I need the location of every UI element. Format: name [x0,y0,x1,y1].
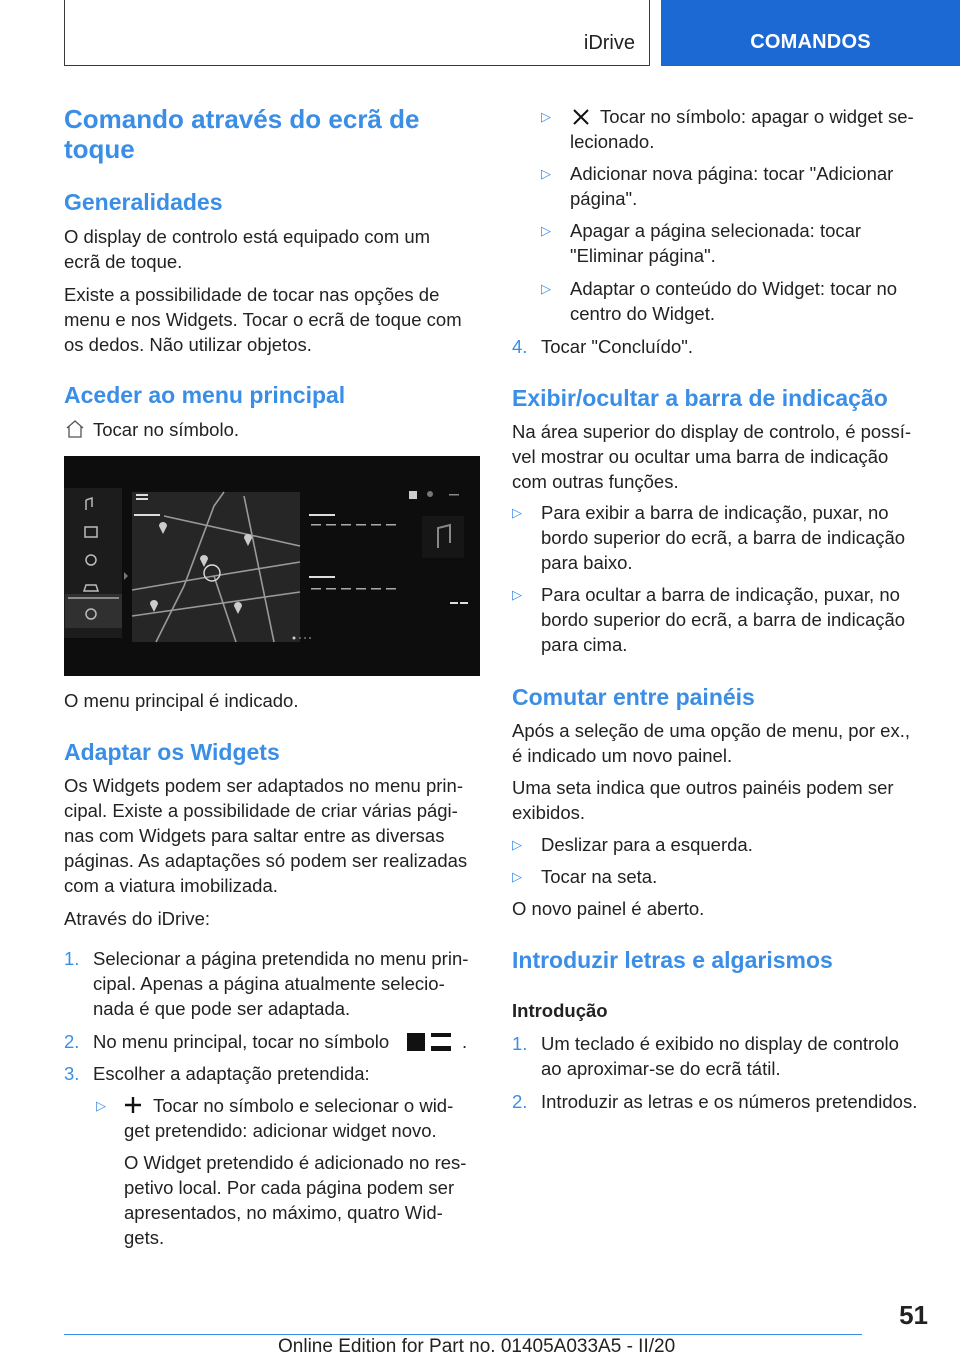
new-panel-result: O novo painel é aberto. [512,898,705,919]
main-menu-result: O menu principal é indicado. [64,690,299,711]
page-number: 51 [899,1300,928,1330]
idrive-screen-drawing [64,456,480,676]
step-text: Tocar "Concluído". [541,336,693,357]
text-line: exibidos. [512,802,586,823]
substep-add-page [512,161,932,217]
substep-text [570,276,932,326]
substep-text [570,218,932,268]
step-number: 2. [512,1091,528,1112]
bullet-hide-bar [512,582,932,662]
text-line: Na área superior do display de controlo, é possí- [512,421,911,442]
heading-generalidades: Generalidades [64,189,223,215]
header-chapter-label: COMANDOS [750,31,871,53]
text-line: para baixo. [541,552,633,573]
bullet-tap-arrow [512,864,932,892]
text-line: Uma seta indica que outros painéis podem ser [512,777,894,798]
idrive-screen-image [64,456,480,676]
text-line: vel mostrar ou ocultar uma barra de indicação [512,446,889,467]
bullet-triangle-icon: ▷ [512,837,522,852]
bullet-triangle-icon: ▷ [512,505,522,520]
step-text [93,1029,389,1054]
text-line: Para ocultar a barra de indicação, puxar, no [541,584,900,605]
text-line: Os Widgets podem ser adaptados no menu prin- [64,775,463,796]
text-line: O Widget pretendido é adicionado no res- [124,1152,467,1173]
bullet-triangle-icon: ▷ [512,869,522,884]
text-line: os dedos. Não utilizar objetos. [64,334,312,355]
step-1 [64,946,484,1026]
footer-edition: Online Edition for Part no. 01405A033A5 - II/20 [278,1336,676,1357]
bullet-swipe-left [512,832,932,860]
intro-step-1 [512,1031,932,1087]
via-idrive-text: Através do iDrive: [64,908,210,929]
text-line: petivo local. Por cada página podem ser [124,1177,455,1198]
header-section-tab [64,0,650,66]
tap-symbol-text: Tocar no símbolo. [93,419,240,440]
text-line: get pretendido: adicionar widget novo. [124,1120,437,1141]
bullet-triangle-icon: ▷ [541,223,551,238]
page-title-line-1: Comando através do ecrã de [64,104,420,134]
text-line: Selecionar a página pretendida no menu prin- [93,948,469,969]
bullet-triangle-icon: ▷ [512,587,522,602]
text-line: com a viatura imobilizada. [64,875,278,896]
bullet-show-bar [512,500,932,580]
text-line: "Eliminar página". [570,245,716,266]
substep-text [570,104,932,154]
home-icon [64,418,86,440]
text-line: menu e nos Widgets. Tocar o ecrã de toque com [64,309,462,330]
header-section-label: iDrive [583,32,635,54]
page-title [64,104,419,164]
substep-add-widget [64,1093,484,1253]
heading-adaptar-widgets: Adaptar os Widgets [64,739,280,765]
step-3 [64,1061,484,1089]
bullet-text: Deslizar para a esquerda. [541,834,753,855]
widgets-menu-icon [407,1033,451,1051]
text-line: O display de controlo está equipado com um [64,226,431,247]
text-line: com outras funções. [512,471,679,492]
paragraph-widgets [64,773,484,898]
step-2 [64,1029,484,1057]
text-line: Para exibir a barra de indicação, puxar, no [541,502,889,523]
text-line: Apagar a página selecionada: tocar [570,220,862,241]
text-line: páginas. As adaptações só podem ser realizadas [64,850,468,871]
bullet-text [541,582,936,657]
step-text: Escolher a adaptação pretendida: [93,1063,370,1084]
text-line: Tocar no símbolo e selecionar o wid- [153,1095,454,1116]
text-line: nada é que pode ser adaptada. [93,998,351,1019]
bullet-triangle-icon: ▷ [541,109,551,124]
step-number: 2. [64,1031,80,1052]
text-line: ecrã de toque. [64,251,183,272]
step-text [93,946,493,1021]
text-line: Existe a possibilidade de tocar nas opções de [64,284,440,305]
text-line: centro do Widget. [570,303,715,324]
substep-delete-page [512,218,932,274]
text-line: nas com Widgets para saltar entre as diversas [64,825,445,846]
text-line: Um teclado é exibido no display de controlo [541,1033,899,1054]
text-line: para cima. [541,634,628,655]
paragraph-display [64,224,484,274]
footer-divider [64,1334,862,1335]
bullet-text [541,500,936,575]
substep-delete-widget [512,104,932,160]
step-text: Introduzir as letras e os números pretendidos. [541,1091,918,1112]
text-line: é indicado um novo painel. [512,745,733,766]
paragraph-touch [64,282,484,357]
text-line: Adicionar nova página: tocar "Adicionar [570,163,894,184]
step-number: 1. [64,948,80,969]
paragraph-new-panel [512,718,932,768]
text-line: gets. [124,1227,165,1248]
substep-edit-widget [512,276,932,332]
heading-letters-numbers: Introduzir letras e algarismos [512,947,833,973]
text-line: cipal. Existe a possibilidade de criar várias pági- [64,800,458,821]
text-line: Após a seleção de uma opção de menu, por ex., [512,720,911,741]
step-number: 1. [512,1033,528,1054]
bullet-triangle-icon: ▷ [541,281,551,296]
text-line: No menu principal, tocar no símbolo [93,1031,390,1052]
page-title-line-2: toque [64,134,135,164]
substep-text [124,1093,484,1143]
text-line: . [462,1031,468,1052]
step-text [541,1031,936,1081]
text-line: bordo superior do ecrã, a barra de indicação [541,527,906,548]
intro-step-2 [512,1089,932,1117]
heading-indicator-bar: Exibir/ocultar a barra de indicação [512,385,888,411]
text-line: lecionado. [570,131,655,152]
bullet-triangle-icon: ▷ [96,1098,106,1113]
step-4 [512,334,932,362]
text-line: apresentados, no máximo, quatro Wid- [124,1202,443,1223]
text-line: página". [570,188,638,209]
subheading-introducao: Introdução [512,1000,608,1021]
substep-text [570,161,932,211]
text-line: cipal. Apenas a página atualmente selecio- [93,973,445,994]
text-line: ao aproximar-se do ecrã tátil. [541,1058,781,1079]
bullet-triangle-icon: ▷ [541,166,551,181]
text-line: bordo superior do ecrã, a barra de indicação [541,609,906,630]
paragraph-arrow [512,775,932,825]
text-line: Tocar no símbolo: apagar o widget se- [600,106,914,127]
text-line: Adaptar o conteúdo do Widget: tocar no [570,278,898,299]
heading-switch-panels: Comutar entre painéis [512,684,755,710]
substep-note [124,1150,484,1250]
bullet-text: Tocar na seta. [541,866,658,887]
header-chapter-tab [661,0,960,66]
step-number: 3. [64,1063,80,1084]
paragraph-indicator-bar [512,419,932,494]
heading-main-menu: Aceder ao menu principal [64,382,346,408]
step-number: 4. [512,336,528,357]
